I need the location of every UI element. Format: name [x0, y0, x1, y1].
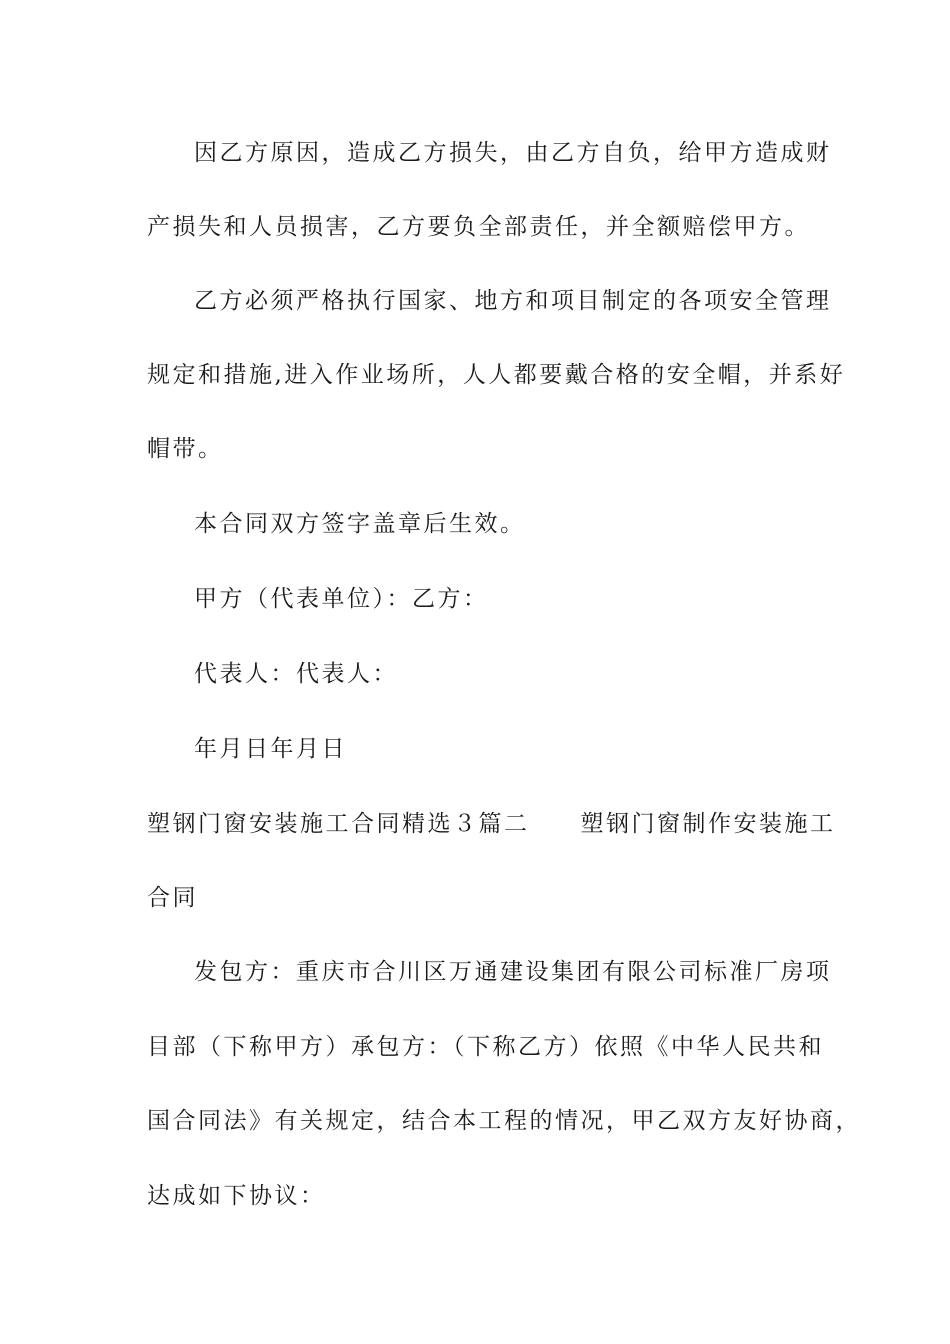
- paragraph-line: 帽带。: [147, 436, 224, 462]
- signature-representative-line: 代表人：代表人：: [194, 661, 398, 687]
- paragraph-line: 因乙方原因，造成乙方损失，由乙方自负，给甲方造成财: [194, 140, 832, 166]
- signature-date-line: 年月日年月日: [194, 736, 347, 762]
- paragraph-line: 国合同法》有关规定，结合本工程的情况，甲乙双方友好协商，: [147, 1108, 861, 1134]
- paragraph-line: 达成如下协议：: [147, 1183, 326, 1209]
- section-heading-line: 合同: [147, 885, 198, 911]
- section-heading-line: 塑钢门窗安装施工合同精选３篇二 塑钢门窗制作安装施工: [147, 811, 836, 837]
- paragraph-line: 本合同双方签字盖章后生效。: [194, 511, 526, 537]
- paragraph-line: 规定和措施,进入作业场所，人人都要戴合格的安全帽，并系好: [147, 362, 846, 388]
- paragraph-line: 产损失和人员损害，乙方要负全部责任，并全额赔偿甲方。: [147, 214, 810, 240]
- paragraph-line: 目部（下称甲方）承包方：（下称乙方）依照《中华人民共和: [147, 1034, 824, 1060]
- paragraph-line: 发包方：重庆市合川区万通建设集团有限公司标准厂房项: [194, 959, 832, 985]
- signature-party-line: 甲方（代表单位）：乙方：: [194, 586, 489, 612]
- paragraph-line: 乙方必须严格执行国家、地方和项目制定的各项安全管理: [194, 288, 832, 314]
